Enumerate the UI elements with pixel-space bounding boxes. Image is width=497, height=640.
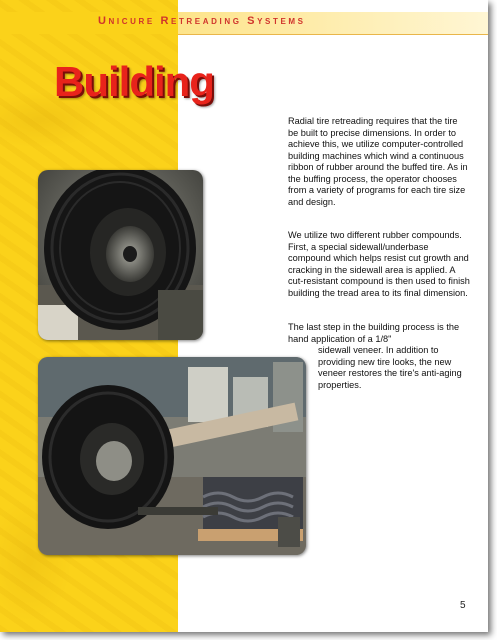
header-title: Unicure Retreading Systems xyxy=(98,15,306,27)
paragraph-building-machines: Radial tire retreading requires that the tire be built to precise dimensions. In order to achieve this, we utilize computer-controlled building machines which wind a continuous ribbon of rubber around the buffed tire. As in the buffing process, the operator chooses from a variety of programs for each tire size and design. xyxy=(288,116,468,207)
retread-shop-floor-photo xyxy=(38,357,306,555)
page-number: 5 xyxy=(460,600,466,611)
page-title: Building xyxy=(54,58,214,105)
header-divider xyxy=(178,34,488,35)
paragraph-sidewall-veneer: sidewall veneer. In addition to providing new tire looks, the new veneer restores the tire's anti-aging properties. xyxy=(318,345,462,390)
paragraph-rubber-compounds: We utilize two different rubber compounds. First, a special sidewall/underbase compound which helps resist cut growth and cracking in the sidewall area is applied. A cut-resistant compound is then used to finish building the tread area to its final dimension. xyxy=(288,230,470,298)
paragraph-last-step-intro: The last step in the building process is the hand application of a 1/8" xyxy=(288,322,460,344)
tire-building-machine-photo xyxy=(38,170,203,340)
